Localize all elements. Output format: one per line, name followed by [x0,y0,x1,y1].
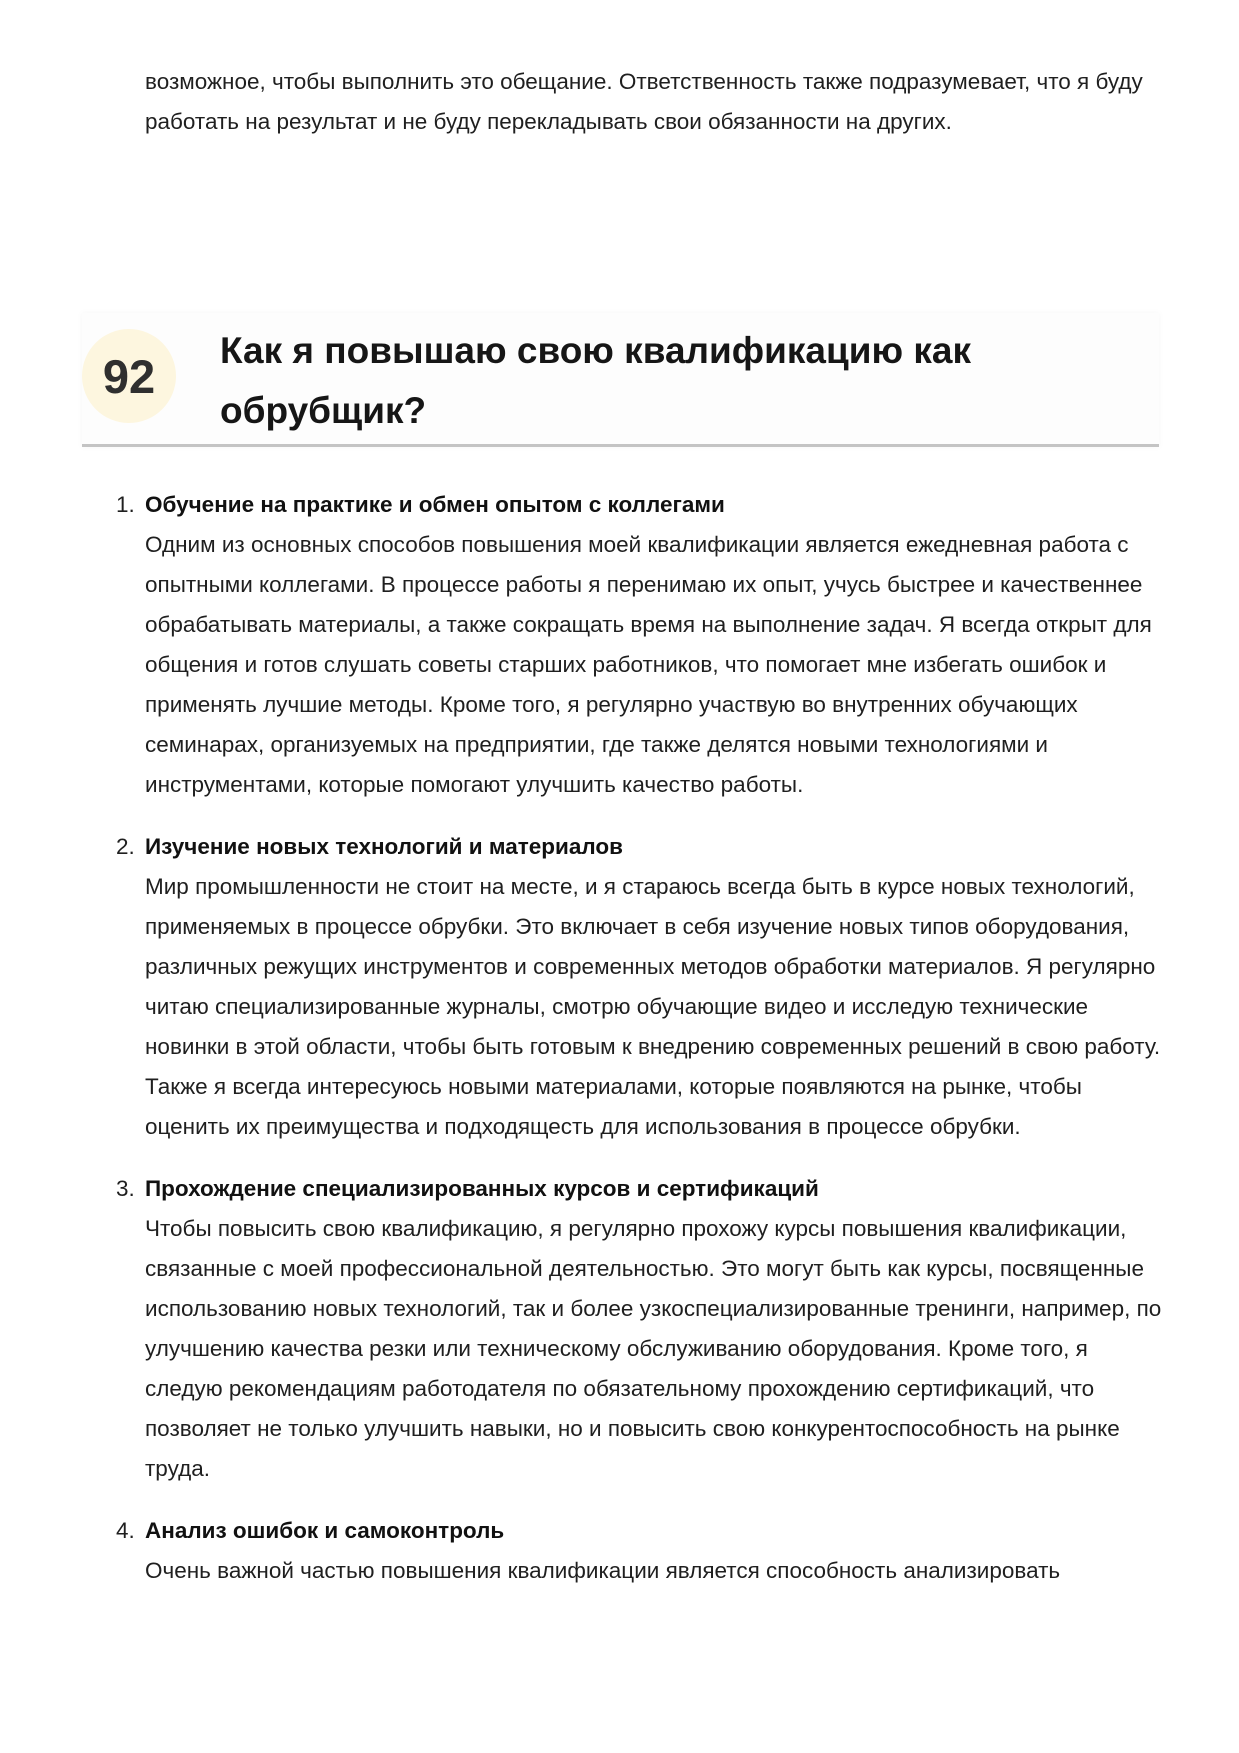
numbered-list [0,485,1239,1613]
list-item-number: 3. [116,1176,135,1201]
list-item-body: Чтобы повысить свою квалификацию, я регулярно прохожу курсы повышения квалификации, связанные с моей профессиональной деятельностью. Это могут быть как курсы, посвященные использованию новых технологий, так и более узкоспециализированные тренинги, например, по улучшению качества резки или техническому обслуживанию оборудования. Кроме того, я следую рекомендациям работодателя по обязательному прохождению сертификаций, что позволяет не только улучшить навыки, но и повысить свою конкурентоспособность на рынке труда. [145,1216,1162,1481]
list-item [0,1511,1239,1591]
list-item-heading: Изучение новых технологий и материалов [145,834,623,859]
section-header [82,313,1159,447]
list-item [0,485,1239,805]
section-title: Как я повышаю свою квалификацию как обрубщик? [220,330,971,431]
intro-paragraph: возможное, чтобы выполнить это обещание. Ответственность также подразумевает, что я буду работать на результат и не буду перекладывать свои обязанности на других. [145,69,1143,134]
section-number-badge: 92 [82,329,176,423]
list-item-number: 1. [116,492,135,517]
list-item-heading: Анализ ошибок и самоконтроль [145,1518,505,1543]
list-item-number: 4. [116,1518,135,1543]
list-item-body: Очень важной частью повышения квалификации является способность анализировать [145,1558,1061,1583]
list-item-heading: Обучение на практике и обмен опытом с коллегами [145,492,725,517]
list-item-body: Мир промышленности не стоит на месте, и я стараюсь всегда быть в курсе новых технологий, применяемых в процессе обрубки. Это включает в себя изучение новых типов оборудования, различных режущих инструментов и современных методов обработки материалов. Я регулярно читаю специализированные журналы, смотрю обучающие видео и исследую технические новинки в этой области, чтобы быть готовым к внедрению современных решений в свою работу. Также я всегда интересуюсь новыми материалами, которые появляются на рынке, чтобы оценить их преимущества и подходящесть для использования в процессе обрубки. [145,874,1161,1139]
list-item-number: 2. [116,834,135,859]
list-item-body: Одним из основных способов повышения моей квалификации является ежедневная работа с опытными коллегами. В процессе работы я перенимаю их опыт, учусь быстрее и качественнее обрабатывать материалы, а также сокращать время на выполнение задач. Я всегда открыт для общения и готов слушать советы старших работников, что помогает мне избегать ошибок и применять лучшие методы. Кроме того, я регулярно участвую во внутренних обучающих семинарах, организуемых на предприятии, где также делятся новыми технологиями и инструментами, которые помогают улучшить качество работы. [145,532,1152,797]
list-item [0,1169,1239,1489]
list-item [0,827,1239,1147]
list-item-heading: Прохождение специализированных курсов и сертификаций [145,1176,819,1201]
